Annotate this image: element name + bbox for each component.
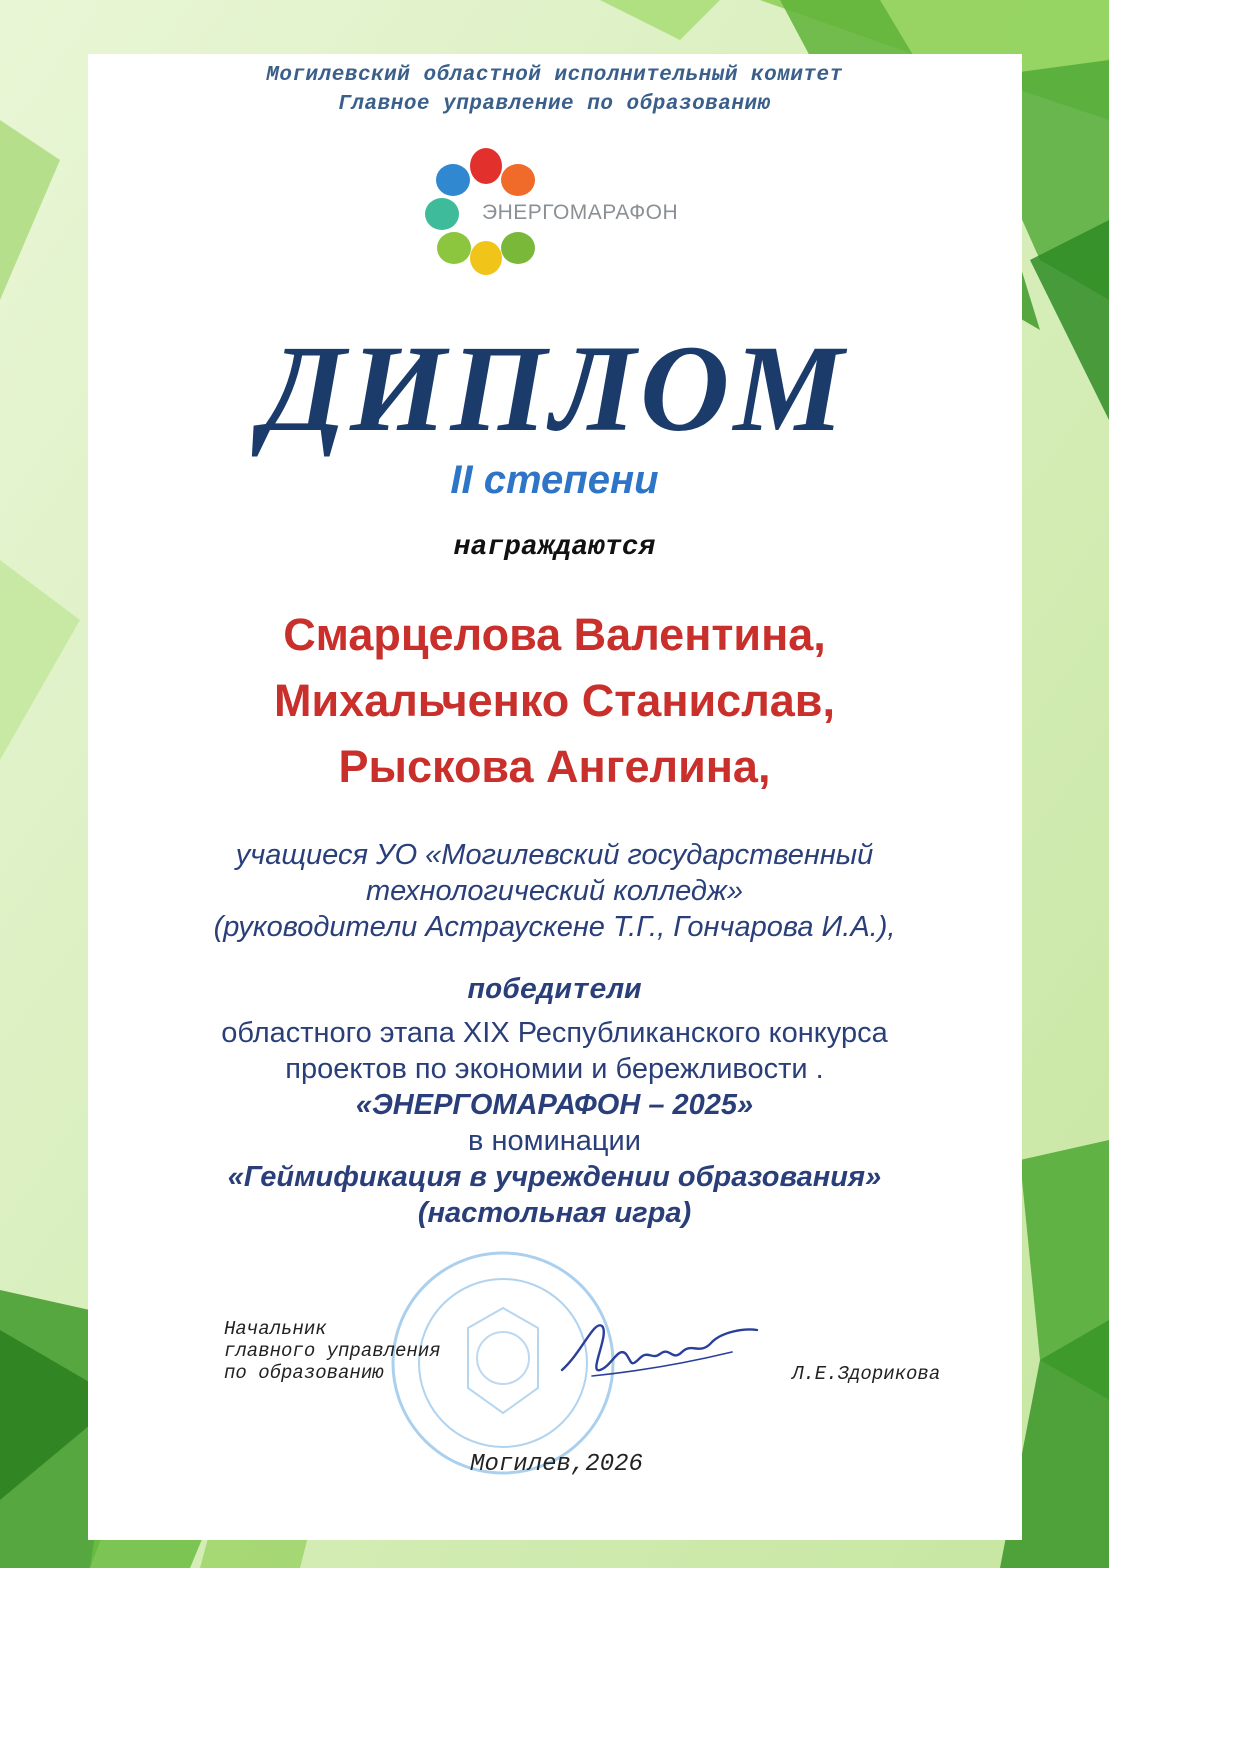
recipient-list <box>0 602 1109 800</box>
contest-name: «ЭНЕРГОМАРАФОН – 2025» <box>355 1089 754 1121</box>
institution-block <box>0 837 1109 945</box>
winners-block <box>0 1015 1109 1231</box>
nomination-label: в номинации <box>468 1125 641 1157</box>
institution-line: учащиеся УО «Могилевский государственный <box>235 839 874 871</box>
position-line: главного управления <box>224 1340 441 1362</box>
diploma-title: ДИПЛОМ <box>261 320 848 457</box>
org-department: Главное управление по образованию <box>338 93 771 116</box>
awarded-label: награждаются <box>453 532 656 563</box>
diploma-degree: II степени <box>450 458 659 502</box>
supervisors-line: (руководители Астраускене Т.Г., Гончарова И.А.), <box>213 911 896 943</box>
place-and-year: Могилев,2026 <box>470 1451 643 1478</box>
contest-topic-line: проектов по экономии и бережливости . <box>285 1053 824 1085</box>
position-line: по образованию <box>224 1362 384 1384</box>
handwritten-signature-icon <box>552 1312 762 1392</box>
signatory-position <box>224 1318 441 1384</box>
winners-label: победители <box>467 974 642 1007</box>
recipient-name: Смарцелова Валентина, <box>283 609 826 660</box>
logo-text: ЭНЕРГОМАРАФОН <box>482 201 679 224</box>
org-name: Могилевский областной исполнительный комитет <box>266 64 843 87</box>
signatory-name: Л.Е.Здорикова <box>792 1363 941 1385</box>
recipient-name: Михальченко Станислав, <box>274 675 835 726</box>
nomination-note: (настольная игра) <box>417 1197 692 1229</box>
recipient-name: Рыскова Ангелина, <box>338 741 771 792</box>
institution-line: технологический колледж» <box>366 875 743 907</box>
position-line: Начальник <box>224 1318 327 1340</box>
nomination-name: «Геймификация в учреждении образования» <box>227 1161 882 1193</box>
contest-stage-line: областного этапа XIX Республиканского конкурса <box>221 1017 888 1049</box>
